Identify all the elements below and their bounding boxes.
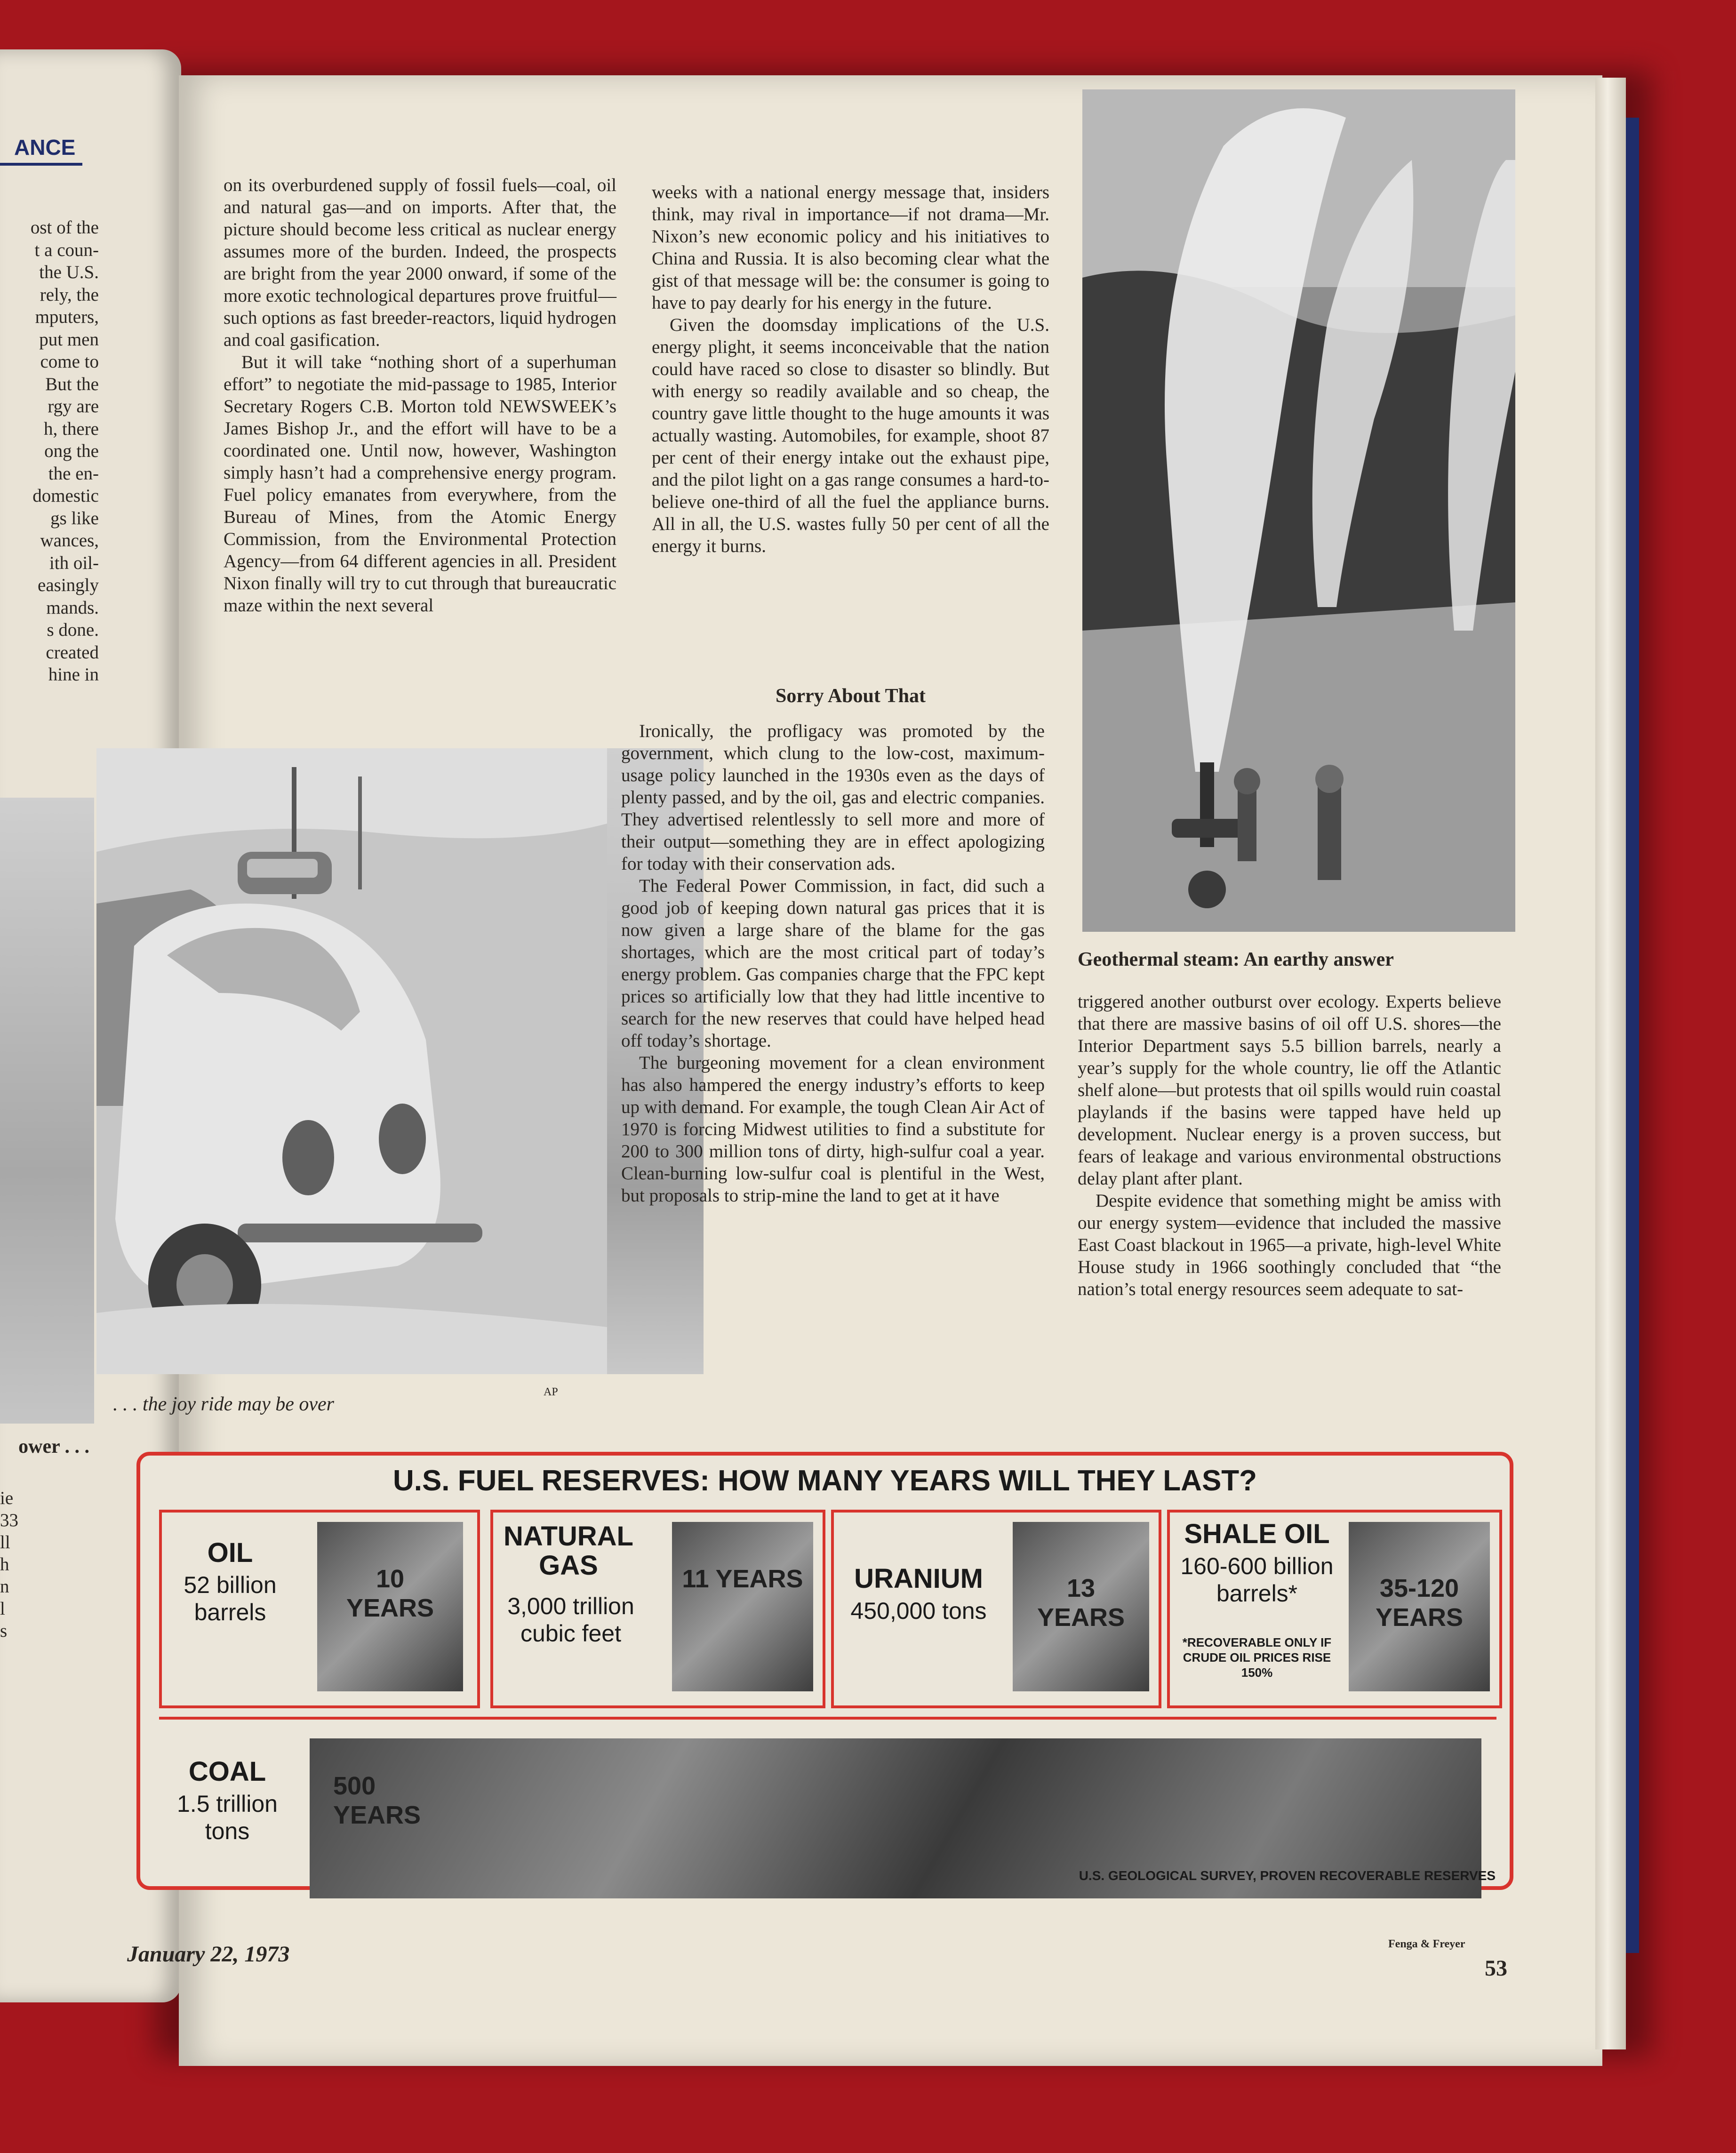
left-page-fragment-line: But the: [45, 374, 99, 394]
left-page-fragment-line: t a coun-: [34, 240, 99, 260]
left-page-fragment-line: ith oil-: [49, 552, 99, 573]
snow-photo-credit: AP: [544, 1386, 558, 1398]
snow-car-photo: [96, 748, 704, 1374]
natural-gas-years: 11 YEARS: [682, 1565, 803, 1593]
uranium-amount: 450,000 tons: [850, 1598, 987, 1624]
left-page-fragment-line: created: [46, 642, 99, 663]
left-page-photo-fragment: [0, 798, 94, 1424]
article-column-3: [1078, 991, 1501, 1300]
coal-years: 500 YEARS: [333, 1772, 421, 1829]
left-page-fragment-line: come to: [40, 352, 99, 372]
coal-name: COAL: [188, 1756, 266, 1787]
col2-paragraph: Given the doomsday implications of the U.S. energy plight, it seems inconceivable that the nation could have raced so close to disaster so blindly. But with energy so readily available and so cheap, the country gave little thought to the huge amounts it was actually wasting. Automobiles, for example, shoot 87 per cent of their energy intake out the exhaust pipe, and the pilot light on a gas range consumes a hard-to-believe one-third of all the fuel the appliance burns. All in all, the U.S. wastes fully 50 per cent of all the energy it burns.: [652, 315, 1049, 556]
left-page-fragment-line: rely, the: [40, 284, 99, 305]
natural-gas-cell: [490, 1510, 825, 1708]
col2-paragraph: Ironically, the profligacy was promoted by the government, which clung to the low-cost, maximum-usage policy launched in the 1930s even as the days of plenty passed, and by the oil, gas and electric companies. They advertised relentlessly to sell more and more of their output—something they are in effect apologizing for today with their conservation ads.: [621, 721, 1045, 874]
left-page-fragment-line: gs like: [50, 508, 99, 528]
fuel-reserves-panel: [136, 1452, 1513, 1890]
snow-photo-caption: . . . the joy ride may be over: [113, 1393, 335, 1415]
left-page-fragment-line: ost of the: [30, 217, 99, 238]
left-page-fragment-line: mands.: [46, 597, 99, 618]
left-page-text-fragments: [0, 216, 99, 686]
left-page-header: [0, 132, 82, 166]
left-page-fragment-line: rgy are: [48, 396, 99, 416]
col2-paragraph: The Federal Power Commission, in fact, did such a good job of keeping down natural gas prices that it is now given a large share of the blame for the gas shortages, which are the most critical part of today’s energy problem. Gas companies charge that the FPC kept prices so artificially low that they had little incentive to search for the new reserves that could have helped head off today’s shortage.: [621, 876, 1045, 1051]
col3-paragraph: triggered another outburst over ecology. Experts believe that there are massive basins of oil off U.S. shores—the Interior Department says 5.5 billion barrels, nearly a year’s supply for the whole country, lie off the Atlantic shelf alone—but protests that oil spills would ruin coastal playlands if the basins were tapped have held up development. Nuclear energy is a proven success, but fears of leakage and various environmental obstructions delay plant after plant.: [1078, 992, 1501, 1189]
left-page-header-label: ANCE: [14, 135, 76, 160]
left-page-bottom-fragment: l: [0, 1599, 5, 1619]
natural-gas-thumbnail: [672, 1522, 813, 1691]
col2-paragraph: The burgeoning movement for a clean environment has also hampered the energy industry’s efforts to keep up with demand. For example, the tough Clean Air Act of 1970 is forcing Midwest utilities to find a substitute for 200 to 300 million tons of dirty, high-sulfur coal a year. Clean-burning low-sulfur coal is plentiful in the West, but proposals to strip-mine the land to get at it have: [621, 1053, 1045, 1206]
col2-paragraph: weeks with a national energy message that, insiders think, may rival in importance—if not drama—Mr. Nixon’s new economic policy and his initiatives to China and Russia. It is also becoming clear what the gist of that message will be: the consumer is going to have to pay dearly for his energy in the future.: [652, 182, 1049, 313]
left-page-bottom-fragment: 33: [0, 1510, 18, 1530]
col1-paragraph: on its overburdened supply of fossil fuels—coal, oil and natural gas—and on imports. After that, the picture should become less critical as nuclear energy assumes more of the burden. Indeed, the prospects are bright from the year 2000 onward, if some of the more exotic technological departures prove fruitful—such options as fast breeder-reactors, liquid hydrogen and coal gasification.: [224, 175, 616, 350]
left-page-bottom-fragments: [0, 1487, 19, 1642]
coal-amount: 1.5 trillion tons: [177, 1791, 278, 1844]
shale-oil-note: *RECOVERABLE ONLY IF CRUDE OIL PRICES RISE 150%: [1182, 1635, 1332, 1680]
oil-name: OIL: [207, 1537, 253, 1568]
shale-oil-amount: 160-600 billion barrels*: [1180, 1553, 1334, 1607]
left-page-fragment-line: the en-: [48, 463, 99, 484]
uranium-name: URANIUM: [854, 1563, 983, 1594]
left-page-bottom-fragment: s: [0, 1621, 8, 1641]
footer-date: January 22, 1973: [127, 1942, 290, 1967]
shale-oil-name: SHALE OIL: [1184, 1519, 1330, 1549]
left-page-fragment-line: wances,: [40, 530, 99, 551]
page-number: 53: [1485, 1956, 1507, 1981]
section-subhead: Sorry About That: [776, 685, 926, 707]
shale-oil-years: 35-120 YEARS: [1375, 1574, 1464, 1632]
article-column-2-continued: [621, 720, 1045, 1207]
cover-edge: [1626, 118, 1639, 1953]
reserves-source: U.S. GEOLOGICAL SURVEY, PROVEN RECOVERABLE RESERVES: [1079, 1868, 1496, 1883]
oil-amount: 52 billion barrels: [184, 1572, 277, 1625]
left-page-fragment-line: h, there: [44, 418, 99, 439]
left-page-fragment-line: the U.S.: [39, 262, 99, 282]
col1-paragraph: But it will take “nothing short of a superhuman effort” to negotiate the mid-passage to 1985, Interior Secretary Rogers C.B. Morton told NEWSWEEK’s James Bishop Jr., and the effort will have to be a coordinated one. Until now, however, Washington simply hasn’t had a comprehensive energy program. Fuel policy emanates from everywhere, from the Bureau of Mines, from the Atomic Energy Commission, from the Environmental Protection Agency—from 64 different agencies in all. President Nixon finally will try to cut through that bureaucratic maze within the next several: [224, 352, 616, 616]
article-column-1: [224, 174, 616, 616]
left-page-fragment-line: put men: [39, 329, 99, 350]
left-page-fragment-line: easingly: [38, 575, 99, 595]
coal-cell: [159, 1717, 1496, 1861]
left-page-bottom-fragment: ie: [0, 1488, 14, 1508]
uranium-cell: [831, 1510, 1161, 1708]
shale-oil-cell: [1167, 1510, 1502, 1708]
oil-cell: [159, 1510, 480, 1708]
geothermal-illustration: [1082, 89, 1515, 932]
geothermal-caption: Geothermal steam: An earthy answer: [1078, 949, 1394, 970]
page-edge: [1595, 78, 1626, 2049]
left-page-fragment-line: mputers,: [35, 307, 99, 327]
left-page-fragment-line: domestic: [32, 486, 99, 506]
left-page-caption-fragment: ower . . .: [18, 1436, 89, 1457]
natural-gas-name: NATURAL GAS: [504, 1521, 633, 1581]
left-page-bottom-fragment: ll: [0, 1532, 10, 1553]
oil-years: 10 YEARS: [346, 1565, 434, 1622]
geothermal-steam-photo: [1082, 89, 1515, 932]
col3-paragraph: Despite evidence that something might be amiss with our energy system—evidence that included the massive East Coast blackout in 1965—a private, high-level White House study in 1966 soothingly concluded that “the nation’s total energy resources seem adequate to sat-: [1078, 1191, 1501, 1299]
left-page-fragment-line: s done.: [47, 620, 99, 640]
fuel-reserves-title: U.S. FUEL RESERVES: HOW MANY YEARS WILL THEY LAST?: [392, 1465, 1257, 1497]
footer-photo-credit: Fenga & Freyer: [1388, 1938, 1465, 1950]
article-column-2: [652, 181, 1049, 557]
uranium-years: 13 YEARS: [1037, 1574, 1125, 1632]
left-page-fragment-line: hine in: [48, 664, 99, 685]
left-page-fragment-line: ong the: [44, 441, 99, 461]
snow-car-illustration: [96, 748, 607, 1374]
left-page-bottom-fragment: n: [0, 1577, 9, 1597]
natural-gas-amount: 3,000 trillion cubic feet: [507, 1593, 634, 1647]
left-page-bottom-fragment: h: [0, 1554, 9, 1575]
